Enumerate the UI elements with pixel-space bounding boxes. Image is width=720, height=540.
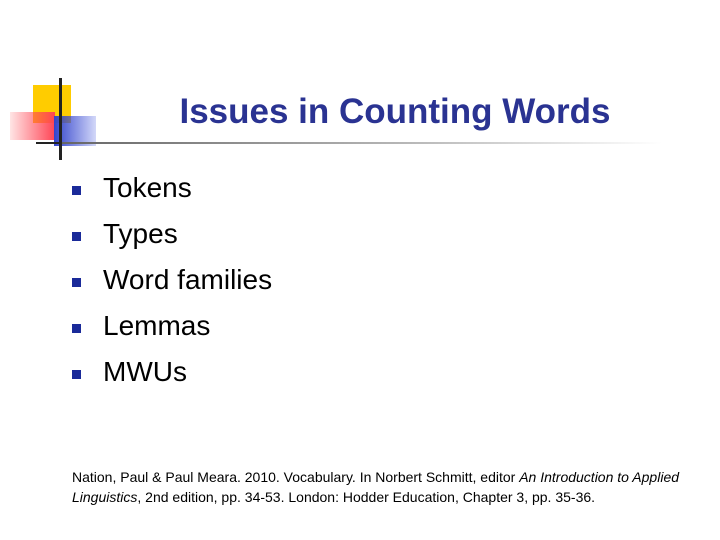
bullet-text: Tokens: [103, 172, 192, 203]
square-bullet-icon: [72, 324, 81, 333]
slide-title: Issues in Counting Words: [179, 92, 611, 131]
bullet-item: [72, 165, 272, 211]
bullet-list: [72, 165, 272, 395]
citation: [72, 467, 702, 507]
square-bullet-icon: [72, 232, 81, 241]
bullet-text: Types: [103, 218, 178, 249]
bullet-item: [72, 257, 272, 303]
square-bullet-icon: [72, 370, 81, 379]
decorative-logo: [0, 0, 120, 170]
bullet-item: [72, 349, 272, 395]
citation-book-title: An Introduction to Applied Linguistics: [72, 469, 680, 505]
citation-text-end: , 2nd edition, pp. 34-53. London: Hodder Education, Chapter 3, pp. 35-36.: [137, 489, 596, 505]
red-square: [10, 112, 55, 140]
bullet-item: [72, 211, 272, 257]
square-bullet-icon: [72, 186, 81, 195]
title-rule: [62, 142, 662, 144]
citation-text: Nation, Paul & Paul Meara. 2010. Vocabulary. In Norbert Schmitt, editor: [72, 469, 520, 485]
bullet-text: Word families: [103, 264, 273, 295]
bullet-text: Lemmas: [103, 310, 211, 341]
square-bullet-icon: [72, 278, 81, 287]
bullet-item: [72, 303, 272, 349]
vertical-line: [59, 78, 62, 160]
bullet-text: MWUs: [103, 356, 187, 387]
